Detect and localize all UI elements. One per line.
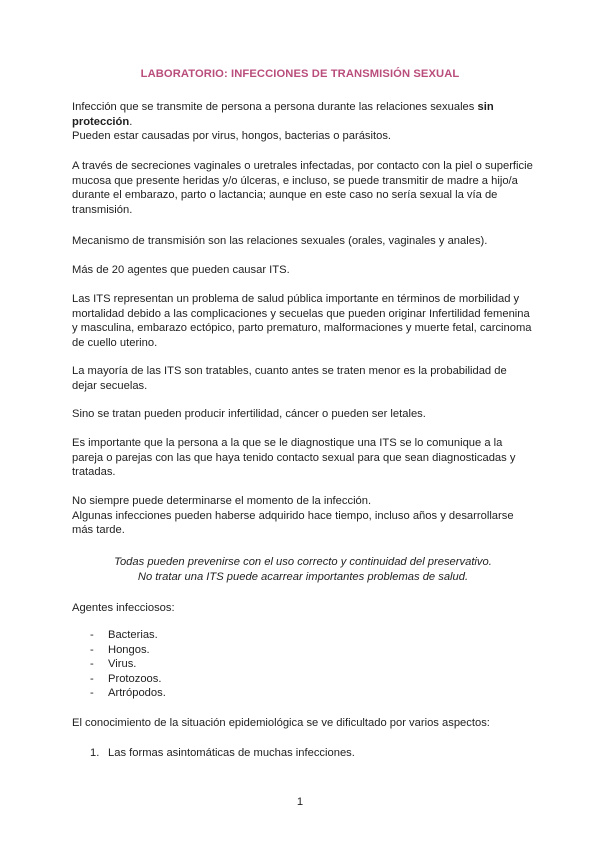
paragraph-tratables: La mayoría de las ITS son tratables, cuanto antes se traten menor es la probabilidad de dejar secuelas. (72, 365, 507, 392)
list-item (72, 672, 534, 687)
agente-artropodos: Artrópodos. (108, 687, 166, 700)
quote-line2: No tratar una ITS puede acarrear importantes problemas de salud. (137, 570, 469, 583)
list-number: 1. (90, 747, 100, 759)
aspectos-list (72, 746, 534, 761)
intro-end: . (129, 115, 133, 128)
list-dash: - (90, 629, 94, 641)
page-number: 1 (296, 796, 304, 808)
list-dash: - (90, 687, 94, 700)
list-item (72, 686, 534, 701)
paragraph-salud-publica: Las ITS representan un problema de salud pública importante en términos de morbilidad y mortalidad debido a las complicaciones y secuelas que pueden originar Infertilidad femenina y masculina, embarazo ectópico, parto prematuro, malformaciones y muerte fetal, carcinoma de cuello uterino. (72, 293, 532, 349)
list-item (72, 643, 534, 658)
aspecto-text: Las formas asintomáticas de muchas infecciones. (108, 747, 355, 759)
momento-line1: No siempre puede determinarse el momento de la infección. (72, 495, 372, 507)
paragraph-conocimiento: El conocimiento de la situación epidemiológica se ve dificultado por varios aspectos: (72, 717, 490, 729)
intro-text: Infección que se transmite de persona a persona durante las relaciones sexuales (72, 101, 478, 113)
agentes-heading: Agentes infecciosos: (72, 602, 175, 614)
paragraph-comunicar: Es importante que la persona a la que se le diagnostique una ITS se lo comunique a la pareja o parejas con las que haya tenido contacto sexual para que sean diagnosticadas y tratadas. (72, 437, 516, 479)
paragraph-mecanismo: Mecanismo de transmisión son las relaciones sexuales (orales, vaginales y anales). (72, 235, 488, 247)
quote-line1: Todas pueden prevenirse con el uso correcto y continuidad del preservativo. (114, 556, 492, 568)
paragraph-momento (72, 494, 534, 538)
intro-paragraph (72, 100, 534, 144)
agente-protozoos: Protozoos. (108, 672, 162, 685)
intro-line2: Pueden estar causadas por virus, hongos, bacterias o parásitos. (72, 130, 392, 143)
list-dash: - (90, 672, 94, 685)
list-item (72, 628, 534, 643)
momento-line2: Algunas infecciones pueden haberse adquirido hace tiempo, incluso años y desarrollarse más tarde. (72, 509, 514, 537)
prevention-quote (72, 555, 534, 584)
paragraph-secreciones: A través de secreciones vaginales o uretrales infectadas, por contacto con la piel o superficie mucosa que presente heridas y/o úlceras, e incluso, se puede transmitir de madre a hijo/a durante el embarazo, parto o lactancia; aunque en este caso no sería sexual la vía de transmisión. (72, 160, 533, 216)
paragraph-sino: Sino se tratan pueden producir infertilidad, cáncer o pueden ser letales. (72, 408, 426, 420)
list-dash: - (90, 658, 94, 671)
agente-bacterias: Bacterias. (108, 629, 158, 641)
page-title: LABORATORIO: INFECCIONES DE TRANSMISIÓN SEXUAL (140, 68, 460, 80)
intro-bold: sin protección (72, 101, 494, 128)
paragraph-agentes-20: Más de 20 agentes que pueden causar ITS. (72, 264, 290, 276)
agente-virus: Virus. (108, 658, 137, 671)
list-dash: - (90, 643, 94, 656)
list-item (72, 657, 534, 672)
agentes-list (72, 628, 534, 701)
list-item (72, 746, 534, 761)
agente-hongos: Hongos. (108, 643, 150, 656)
